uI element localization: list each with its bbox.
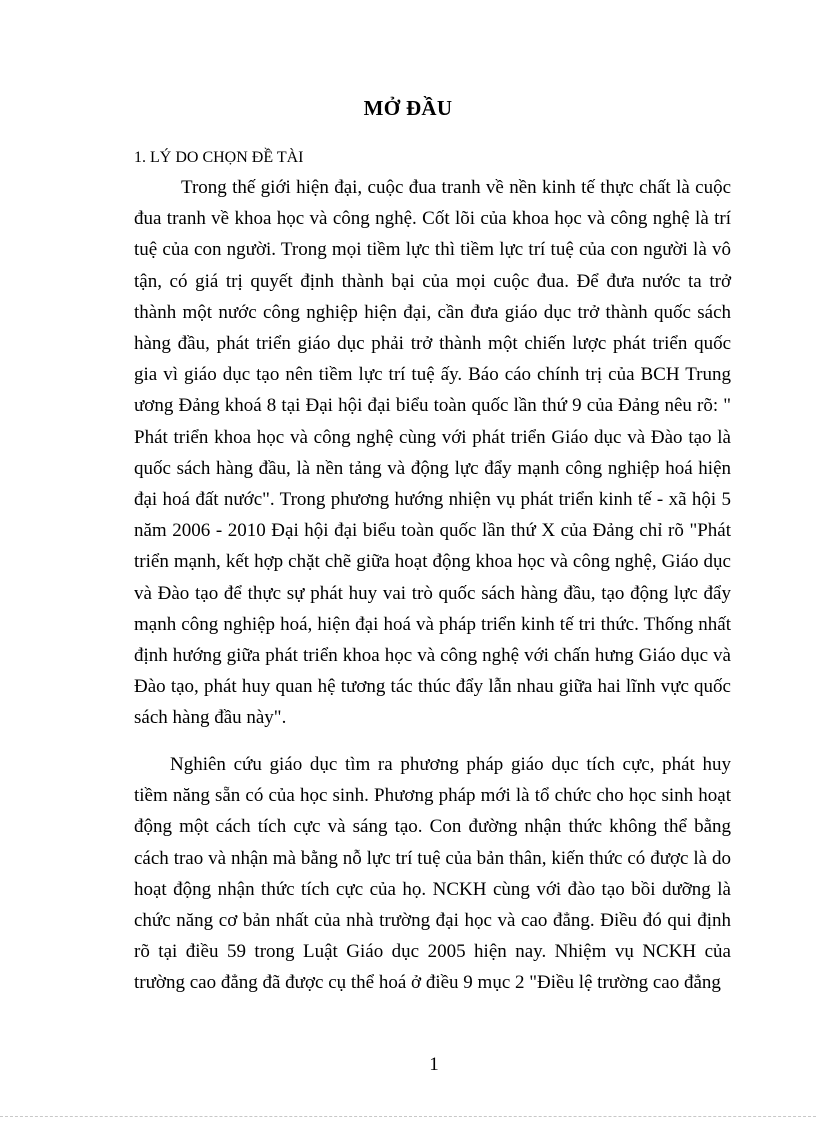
page-bottom-divider — [0, 1116, 816, 1117]
page-title: MỞ ĐẦU — [363, 96, 453, 120]
section-heading: 1. LÝ DO CHỌN ĐỀ TÀI — [134, 149, 304, 166]
body-paragraph: Trong thế giới hiện đại, cuộc đua tranh về nền kinh tế thực chất là cuộc đua tranh về khoa học và công nghệ. Cốt lõi của khoa học và công nghệ là trí tuệ của con người. Trong mọi tiềm lực thì tiềm lực trí tuệ của con người là vô tận, có giá trị quyết định thành bại của mọi cuộc đua. Để đưa nước ta trở thành một nước công nghiệp hiện đại, cần đưa giáo dục trở thành quốc sách hàng đầu, phát triển giáo dục phải trở thành một chiến lược phát triển quốc gia vì giáo dục tạo nên tiềm lực trí tuệ ấy. Báo cáo chính trị của BCH Trung ương Đảng khoá 8 tại Đại hội đại biểu toàn quốc lần thứ 9 của Đảng nêu rõ: " Phát triển khoa học và công nghệ cùng với phát triển Giáo dục và Đào tạo là quốc sách hàng đầu, là nền tảng và động lực đẩy mạnh công nghiệp hoá hiện đại hoá đất nước". Trong phương hướng nhiện vụ phát triển kinh tế - xã hội 5 năm 2006 - 2010 Đại hội đại biểu toàn quốc lần thứ X của Đảng chỉ rõ "Phát triển mạnh, kết hợp chặt chẽ giữa hoạt động khoa học và công nghệ, Giáo dục và Đào tạo để thực sự phát huy vai trò quốc sách hàng đầu, tạo động lực đẩy mạnh công nghiệp hoá, hiện đại hoá và pháp triển kinh tế tri thức. Thống nhất định hướng giữa phát triển khoa học và công nghệ với chấn hưng Giáo dục và Đào tạo, phát huy quan hệ tương tác thúc đẩy lẫn nhau giữa hai lĩnh vực quốc sách hàng đầu này". — [134, 177, 731, 729]
body-paragraph: Nghiên cứu giáo dục tìm ra phương pháp giáo dục tích cực, phát huy tiềm năng sẵn có của học sinh. Phương pháp mới là tổ chức cho học sinh hoạt động một cách tích cực và sáng tạo. Con đường nhận thức không thể bằng cách trao và nhận mà bằng nỗ lực trí tuệ của bản thân, kiến thức có được là do hoạt động nhận thức tích cực của họ. NCKH cùng với đào tạo bồi dưỡng là chức năng cơ bản nhất của nhà trường đại học và cao đẳng. Điều đó qui định rõ tại điều 59 trong Luật Giáo dục 2005 hiện nay. Nhiệm vụ NCKH của trường cao đẳng đã được cụ thể hoá ở điều 9 mục 2 "Điều lệ trường cao đẳng — [134, 754, 731, 994]
page-number: 1 — [429, 1054, 439, 1075]
